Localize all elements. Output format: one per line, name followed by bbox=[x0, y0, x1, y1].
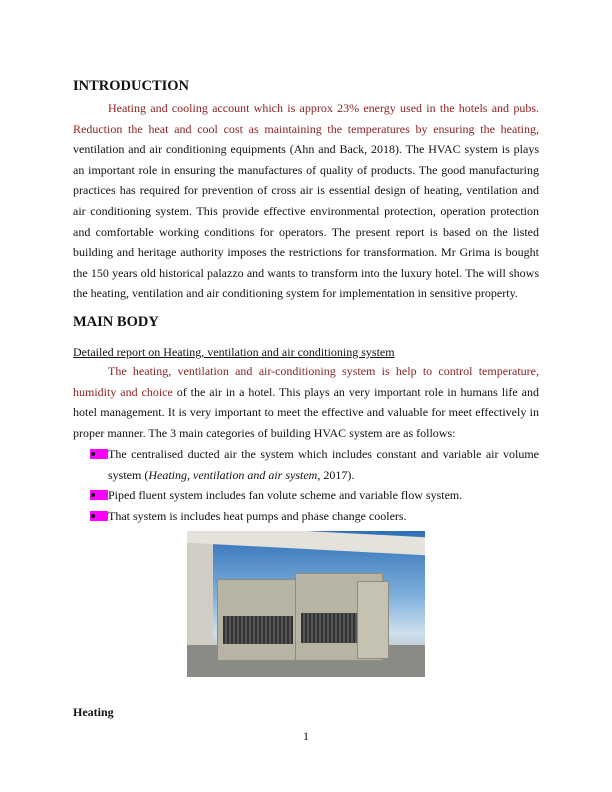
list-item bbox=[73, 485, 539, 506]
list-item bbox=[73, 444, 539, 485]
paragraph-text: ventilation and air conditioning equipments (Ahn and Back, 2018). The HVAC system is plays an important role in ensuring the manufactures of quality of products. The good manufacturing practices has required for prevention of cross air is essential design of heating, ventilation and air conditioning system. This provide effective environmental protection, operation protection and comfortable working conditions for operators. The present report is based on the listed building and heritage authority imposes the restrictions for transformation. Mr Grima is bought the 150 years old historical palazzo and wants to transform into the luxury hotel. The will shows the heating, ventilation and air conditioning system for implementation in sensitive property. bbox=[73, 142, 539, 301]
paragraph-text: of the air in a hotel. This plays an very important role in humans life and hotel management. It is very important to meet the effective and valuable for meet effectively in proper manner. The 3 main categories of building HVAC system are as follows: bbox=[73, 384, 539, 440]
roof-overhang bbox=[187, 531, 425, 555]
hvac-unit bbox=[357, 581, 389, 659]
section-subheading: Detailed report on Heating, ventilation and air conditioning system bbox=[73, 345, 395, 359]
list-item-text: Piped fluent system includes fan volute scheme and variable flow system. bbox=[108, 488, 463, 503]
bullet-icon bbox=[90, 449, 108, 459]
main-body-paragraph bbox=[73, 361, 539, 443]
citation-title: Heating, ventilation and air system bbox=[148, 467, 318, 482]
highlighted-text: The heating, ventilation and air-conditioning system is help to control temperature, humidity and choice bbox=[73, 364, 539, 399]
page-number: 1 bbox=[303, 729, 309, 743]
hvac-units-photo bbox=[187, 531, 425, 677]
list-item-text: That system is includes heat pumps and phase change coolers. bbox=[108, 508, 407, 523]
citation-year: , 2017). bbox=[317, 467, 355, 482]
heating-heading: Heating bbox=[73, 705, 114, 719]
main-body-heading: MAIN BODY bbox=[73, 314, 159, 330]
highlighted-text: Heating and cooling account which is approx 23% energy used in the hotels and pubs. Reduction the heat and cool cost as maintaining the temperatures by ensuring the heating, bbox=[73, 101, 539, 136]
introduction-paragraph bbox=[73, 98, 539, 304]
list-item bbox=[73, 506, 539, 527]
introduction-heading: INTRODUCTION bbox=[73, 78, 190, 94]
bullet-icon bbox=[90, 490, 108, 500]
hvac-categories-list bbox=[73, 444, 539, 526]
hvac-unit bbox=[217, 579, 299, 661]
list-item-text: The centralised ducted air the system which includes constant and variable air volume system ( bbox=[108, 447, 539, 482]
bullet-icon bbox=[90, 511, 108, 521]
